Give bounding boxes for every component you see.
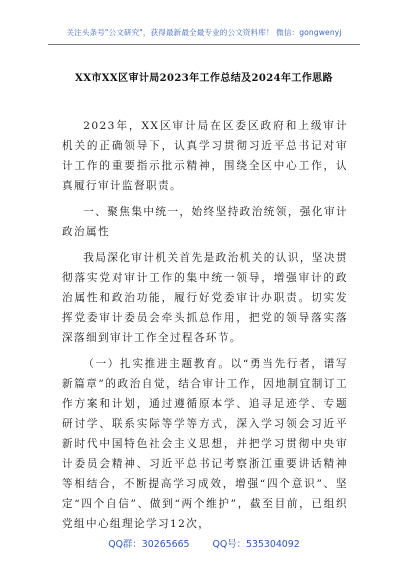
- qq-group-label: QQ群：: [108, 539, 142, 550]
- qq-label: QQ号：: [212, 539, 247, 550]
- header-note: 关注头条号"公文研究"，获得最新最全最专业的公文资料库！ 微信：gongwenyj: [66, 28, 342, 37]
- qq-group: [108, 539, 189, 550]
- qq-number: [213, 539, 300, 550]
- document-title: XX市XX区审计局2023年工作总结及2024年工作思路: [75, 73, 333, 84]
- document-body: [62, 116, 348, 540]
- paragraph-political-leadership: 我局深化审计机关首先是政治机关的认识，坚决贯彻落实党对审计工作的集中统一领导，增强审计的政治属性和政治功能，履行好党委审计办职责。切实发挥党委审计委员会牵头抓总作用，把党的领导落实落深落细到审计工作全过程各环节。: [62, 252, 348, 344]
- section-heading-1: 一、聚焦集中统一，始终坚持政治统领，强化审计政治属性: [62, 206, 348, 238]
- header-divider: [48, 44, 360, 45]
- paragraph-intro: 2023年，XX区审计局在区委区政府和上级审计机关的正确领导下，认真学习贯彻习近平总书记对审计工作的重要指示批示精神，围绕全区中心工作，认真履行审计监督职责。: [62, 120, 348, 192]
- qq-value: 535304092: [246, 539, 300, 550]
- qq-group-number: 30265665: [141, 539, 190, 550]
- paragraph-theme-education: （一）扎实推进主题教育。以“勇当先行者，谱写新篇章”的政治自觉，结合审计工作，因地制宜制订工作方案和计划，通过遵循原本学、追寻足迹学、专题研讨学、联系实际等学等方式，深入学习领会习近平新时代中国特色社会主义思想，并把学习贯彻中央审计委员会精神、习近平总书记考察浙江重要讲话精神等相结合，不断提高学习成效，增强“四个意识”、坚定“四个自信”、做到“两个维护”，截至目前，已组织党组中心组理论学习12次，: [62, 358, 348, 530]
- footer-contact: [0, 536, 408, 550]
